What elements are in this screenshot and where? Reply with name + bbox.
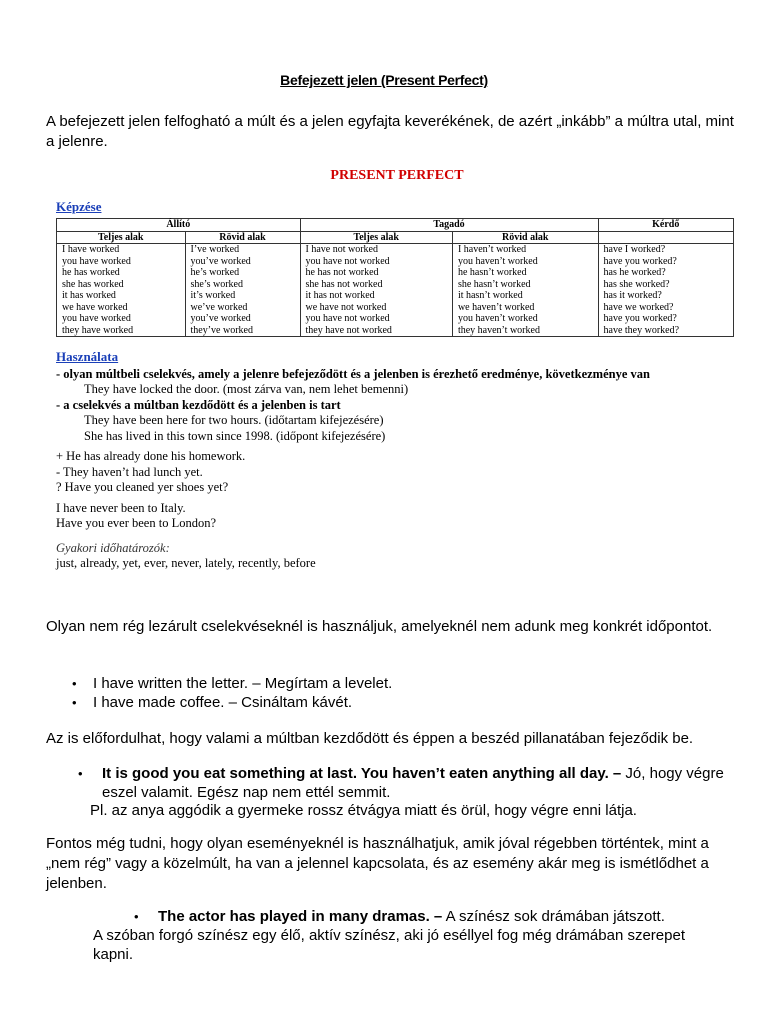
intro-paragraph: A befejezett jelen felfogható a múlt és a jelen egyfajta keverékének, de azért „inkább” a múltra utal, mint a jelenre.	[46, 113, 734, 150]
paragraph-just-finished: Az is előfordulhat, hogy valami a múltban kezdődött és éppen a beszéd pillanatában fejeződik be.	[46, 730, 694, 747]
example-hungarian: Jó, hogy végre eszel valamit. Egész nap nem ettél semmit.	[102, 765, 724, 801]
example-never: I have never been to Italy.	[56, 500, 186, 515]
table-cell: I have not worked	[300, 244, 452, 256]
table-cell: you haven’t worked	[452, 256, 598, 268]
table-cell: you’ve worked	[185, 313, 300, 325]
usage-heading: Használata	[56, 349, 119, 364]
table-cell: it has worked	[57, 290, 186, 302]
bullet-icon: •	[134, 909, 139, 924]
table-cell: you have worked	[57, 256, 186, 268]
table-cell: they have worked	[57, 325, 186, 337]
table-cell: we have worked	[57, 302, 186, 314]
page-title: Befejezett jelen (Present Perfect)	[280, 72, 488, 88]
example-english: The actor has played in many dramas. –	[158, 908, 443, 925]
example-note: Pl. az anya aggódik a gyermeke rossz étvágya miatt és örül, hogy végre enni látja.	[90, 802, 637, 819]
example-ever: Have you ever been to London?	[56, 516, 217, 530]
usage-example: She has lived in this town since 1998. (időpont kifejezésére)	[84, 428, 386, 443]
adverbs-list: just, already, yet, ever, never, lately, recently, before	[56, 556, 316, 570]
table-cell: you have not worked	[300, 313, 452, 325]
table-row	[57, 325, 734, 337]
table-cell: has he worked?	[598, 267, 733, 279]
table-row	[57, 279, 734, 291]
paragraph-no-time: Olyan nem rég lezárult cselekvéseknél is használjuk, amelyeknél nem adunk meg konkrét időpontot.	[46, 618, 713, 635]
subheader-short: Rövid alak	[185, 231, 300, 244]
paragraph-older-events: Fontos még tudni, hogy olyan eseményeknél is használhatjuk, amik jóval régebben történtek, mint a „nem rég” vagy a közelmúlt, ha van a jelennel kapcsolata, és az esemény akár meg is ismétlődhet a jelenben.	[46, 835, 709, 892]
subheader-short: Rövid alak	[452, 231, 598, 244]
table-cell: they have not worked	[300, 325, 452, 337]
bullet-icon: •	[78, 766, 83, 781]
table-cell: I haven’t worked	[452, 244, 598, 256]
subheader-empty	[598, 231, 733, 244]
table-cell: it’s worked	[185, 290, 300, 302]
figure-title: PRESENT PERFECT	[330, 168, 464, 183]
table-cell: have you worked?	[598, 256, 733, 268]
adverbs-heading: Gyakori időhatározók:	[56, 540, 170, 555]
example-affirmative: + He has already done his homework.	[56, 449, 246, 463]
sub-header-row	[57, 231, 734, 244]
header-affirmative: Állító	[57, 219, 301, 232]
table-cell: it has not worked	[300, 290, 452, 302]
example-english: It is good you eat something at last. You haven’t eaten anything all day. –	[102, 765, 622, 782]
subheader-full: Teljes alak	[57, 231, 186, 244]
usage-example: They have been here for two hours. (időtartam kifejezésére)	[84, 413, 384, 427]
table-row	[57, 290, 734, 302]
table-row	[57, 256, 734, 268]
header-negative: Tagadó	[300, 219, 598, 232]
conjugation-table	[56, 218, 734, 337]
example-list	[72, 674, 392, 712]
usage-rule-2: - a cselekvés a múltban kezdődött és a jelenben is tart	[56, 397, 341, 412]
table-cell: I have worked	[57, 244, 186, 256]
table-cell: have they worked?	[598, 325, 733, 337]
table-cell: have I worked?	[598, 244, 733, 256]
table-cell: she’s worked	[185, 279, 300, 291]
group-header-row	[57, 219, 734, 232]
table-cell: she has not worked	[300, 279, 452, 291]
table-cell: they’ve worked	[185, 325, 300, 337]
table-cell: we have not worked	[300, 302, 452, 314]
table-cell: you haven’t worked	[452, 313, 598, 325]
present-perfect-figure	[56, 168, 746, 572]
table-cell: you have worked	[57, 313, 186, 325]
example-hungarian: A színész sok drámában játszott.	[442, 908, 665, 925]
table-cell: has she worked?	[598, 279, 733, 291]
list-item: • I have made coffee. – Csináltam kávét.	[72, 693, 392, 712]
list-item: • I have written the letter. – Megírtam a levelet.	[72, 674, 392, 693]
table-cell: we haven’t worked	[452, 302, 598, 314]
table-cell: she has worked	[57, 279, 186, 291]
table-cell: he hasn’t worked	[452, 267, 598, 279]
usage-rule-1: - olyan múltbeli cselekvés, amely a jelenre befejeződött és a jelenben is érezhető eredménye, következménye van	[56, 366, 650, 381]
table-cell: he has not worked	[300, 267, 452, 279]
formation-heading: Képzése	[56, 199, 102, 214]
table-cell: I’ve worked	[185, 244, 300, 256]
table-cell: has it worked?	[598, 290, 733, 302]
table-row	[57, 302, 734, 314]
table-cell: you’ve worked	[185, 256, 300, 268]
table-cell: she hasn’t worked	[452, 279, 598, 291]
example-actor	[134, 907, 718, 926]
table-cell: have we worked?	[598, 302, 733, 314]
table-cell: it hasn’t worked	[452, 290, 598, 302]
table-cell: he’s worked	[185, 267, 300, 279]
table-cell: have you worked?	[598, 313, 733, 325]
table-cell: he has worked	[57, 267, 186, 279]
example-question: ? Have you cleaned yer shoes yet?	[56, 480, 229, 494]
table-row	[57, 244, 734, 256]
table-cell: we’ve worked	[185, 302, 300, 314]
example-note: A szóban forgó színész egy élő, aktív színész, aki jó eséllyel fog még drámában szerepet kapni.	[93, 927, 685, 963]
example-eat	[78, 764, 742, 802]
usage-example: They have locked the door. (most zárva van, nem lehet bemenni)	[84, 382, 409, 396]
table-row	[57, 267, 734, 279]
example-negative: - They haven’t had lunch yet.	[56, 464, 203, 479]
table-cell: you have not worked	[300, 256, 452, 268]
header-question: Kérdő	[598, 219, 733, 232]
subheader-full: Teljes alak	[300, 231, 452, 244]
table-row	[57, 313, 734, 325]
table-cell: they haven’t worked	[452, 325, 598, 337]
